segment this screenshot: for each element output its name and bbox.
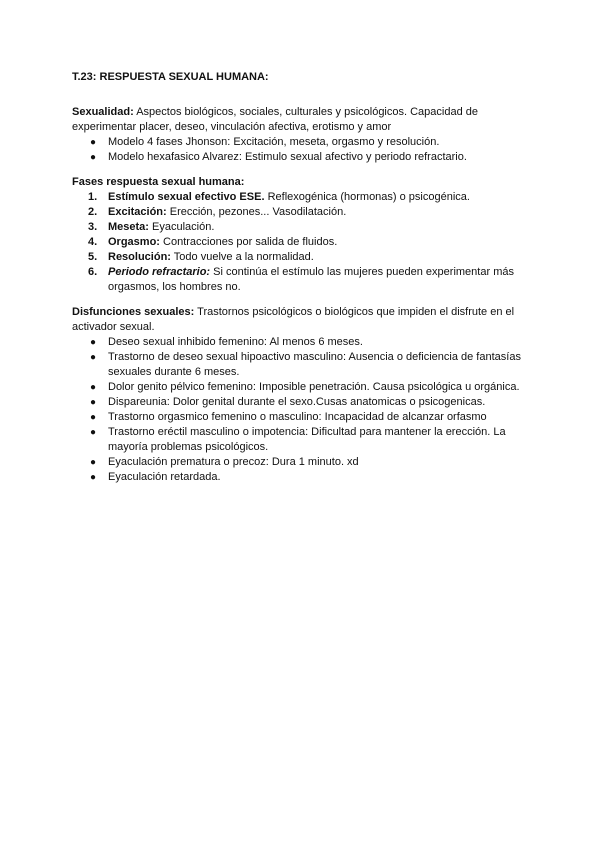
phase-text: Reflexogénica (hormonas) o psicogénica. [264, 191, 470, 203]
phase-term: Periodo refractario: [108, 266, 211, 278]
list-item [90, 425, 532, 455]
list-number: 4. [88, 236, 98, 248]
list-item [90, 395, 532, 410]
phase-text: Erección, pezones... Vasodilatación. [166, 206, 347, 218]
bullet-icon: ● [90, 137, 97, 148]
list-item-text: Modelo hexafasico Alvarez: Estimulo sexual afectivo y periodo refractario. [108, 151, 467, 163]
list-number: 1. [88, 191, 98, 203]
bullet-icon: ● [90, 412, 97, 423]
phase-term: Excitación: [108, 206, 167, 218]
list-item [88, 190, 532, 205]
list-item [90, 470, 532, 485]
fases-numbered-list [72, 190, 532, 295]
list-item-text: Eyaculación retardada. [108, 471, 221, 483]
disfunciones-bullet-list [72, 335, 532, 485]
list-number: 3. [88, 221, 98, 233]
disfunciones-paragraph [72, 305, 532, 335]
list-item-text: Modelo 4 fases Jhonson: Excitación, meseta, orgasmo y resolución. [108, 136, 440, 148]
phase-term: Orgasmo: [108, 236, 160, 248]
list-item-text: Trastorno eréctil masculino o impotencia: Dificultad para mantener la erección. La mayoría problemas psicológicos. [108, 426, 506, 453]
list-number: 5. [88, 251, 98, 263]
document-page [72, 70, 532, 485]
list-item [90, 455, 532, 470]
sexualidad-text: Aspectos biológicos, sociales, culturales y psicológicos. Capacidad de experimentar placer, deseo, vinculación afectiva, erotismo y amor [72, 106, 478, 133]
list-item-text: Deseo sexual inhibido femenino: Al menos 6 meses. [108, 336, 363, 348]
document-title: T.23: RESPUESTA SEXUAL HUMANA: [72, 71, 269, 83]
phase-term: Resolución: [108, 251, 171, 263]
list-item [88, 235, 532, 250]
list-item-text: Dispareunia: Dolor genital durante el sexo.Cusas anatomicas o psicogenicas. [108, 396, 486, 408]
bullet-icon: ● [90, 152, 97, 163]
bullet-icon: ● [90, 382, 97, 393]
list-item-text: Eyaculación prematura o precoz: Dura 1 minuto. xd [108, 456, 359, 468]
list-item [90, 150, 532, 165]
bullet-icon: ● [90, 352, 97, 363]
bullet-icon: ● [90, 397, 97, 408]
phase-text: Eyaculación. [148, 221, 215, 233]
list-item-text: Trastorno de deseo sexual hipoactivo masculino: Ausencia o deficiencia de fantasías sexuales durante 6 meses. [108, 351, 521, 378]
phase-term: Meseta: [108, 221, 149, 233]
fases-heading: Fases respuesta sexual humana: [72, 176, 245, 188]
list-item [90, 335, 532, 350]
list-item [90, 350, 532, 380]
list-item [88, 205, 532, 220]
sexualidad-paragraph [72, 105, 532, 135]
phase-term: Estímulo sexual efectivo ESE. [108, 191, 265, 203]
list-item-text: Trastorno orgasmico femenino o masculino: Incapacidad de alcanzar orfasmo [108, 411, 487, 423]
list-number: 2. [88, 206, 98, 218]
list-item-text: Dolor genito pélvico femenino: Imposible penetración. Causa psicológica u orgánica. [108, 381, 520, 393]
list-item [88, 265, 532, 295]
disfunciones-text: Trastornos psicológicos o biológicos que impiden el disfrute en el activador sexual. [72, 306, 515, 333]
list-item [90, 410, 532, 425]
sexualidad-bullet-list [72, 135, 532, 165]
phase-text: Todo vuelve a la normalidad. [170, 251, 314, 263]
list-number: 6. [88, 266, 98, 278]
list-item [88, 220, 532, 235]
phase-text: Si continúa el estímulo las mujeres pueden experimentar más orgasmos, los hombres no. [108, 266, 514, 293]
bullet-icon: ● [90, 427, 97, 438]
bullet-icon: ● [90, 457, 97, 468]
sexualidad-label: Sexualidad: [72, 106, 134, 118]
list-item [88, 250, 532, 265]
disfunciones-label: Disfunciones sexuales: [72, 306, 195, 318]
bullet-icon: ● [90, 472, 97, 483]
list-item [90, 380, 532, 395]
list-item [90, 135, 532, 150]
bullet-icon: ● [90, 337, 97, 348]
phase-text: Contracciones por salida de fluidos. [159, 236, 338, 248]
